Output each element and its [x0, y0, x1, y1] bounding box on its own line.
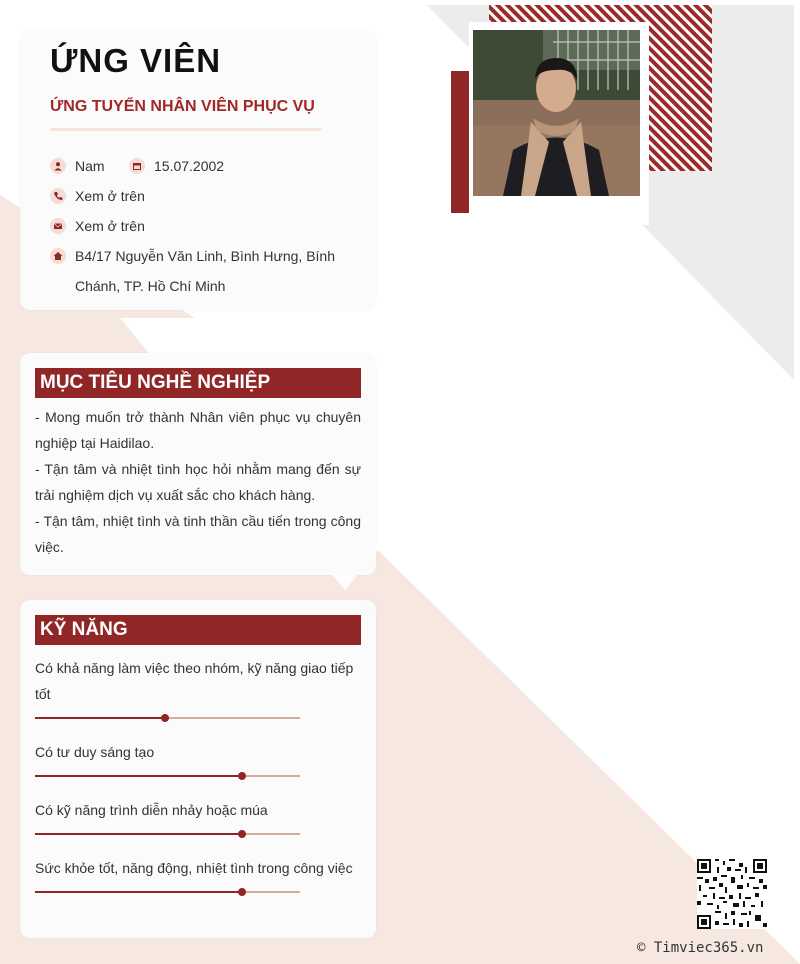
- calendar-icon: [129, 158, 145, 174]
- gender-value: Nam: [75, 158, 105, 174]
- objective-item: - Mong muốn trở thành Nhân viên phục vụ chuyên nghiệp tại Haidilao.: [35, 409, 361, 451]
- address-line-2: Chánh, TP. Hồ Chí Minh: [75, 278, 226, 294]
- skill-name: Có kỹ năng trình diễn nhảy hoặc múa: [35, 802, 268, 818]
- skill-item: [35, 739, 361, 765]
- skill-level-dot: [238, 772, 246, 780]
- skill-level-fill: [35, 717, 165, 719]
- skill-name: Có khả năng làm việc theo nhóm, kỹ năng giao tiếp tốt: [35, 660, 354, 702]
- copyright-text[interactable]: © Timviec365.vn: [637, 940, 764, 956]
- skill-name: Có tư duy sáng tạo: [35, 744, 155, 760]
- envelope-icon: [50, 218, 66, 234]
- candidate-photo: [473, 30, 640, 196]
- skill-level-dot: [238, 888, 246, 896]
- objective-card: [20, 353, 376, 575]
- person-icon: [50, 158, 66, 174]
- skill-item: [35, 655, 361, 707]
- birthday-value: 15.07.2002: [154, 158, 225, 174]
- phone-value[interactable]: Xem ở trên: [75, 188, 145, 204]
- home-icon: [50, 248, 66, 264]
- objective-list: [35, 404, 361, 560]
- skill-level-fill: [35, 833, 242, 835]
- objective-title: MỤC TIÊU NGHỀ NGHIỆP: [35, 368, 361, 398]
- skill-level-bar: [35, 775, 300, 777]
- position-underline: [50, 128, 322, 131]
- header-card: [20, 30, 376, 310]
- phone-icon: [50, 188, 66, 204]
- skill-level-bar: [35, 891, 300, 893]
- skill-item: [35, 797, 361, 823]
- skill-item: [35, 855, 361, 881]
- skill-level-fill: [35, 775, 242, 777]
- skills-card: [20, 600, 376, 938]
- skill-name: Sức khỏe tốt, năng động, nhiệt tình trong công việc: [35, 860, 353, 876]
- objective-item: - Tận tâm, nhiệt tình và tinh thần cầu tiến trong công việc.: [35, 513, 361, 555]
- skill-level-dot: [161, 714, 169, 722]
- qr-code: [697, 859, 767, 929]
- address-line-1: B4/17 Nguyễn Văn Linh, Bình Hưng, Bính: [75, 248, 335, 264]
- skill-level-bar: [35, 717, 300, 719]
- skill-level-dot: [238, 830, 246, 838]
- objective-item: - Tận tâm và nhiệt tình học hỏi nhằm mang đến sự trải nghiệm dịch vụ xuất sắc cho khách hàng.: [35, 461, 361, 503]
- skill-level-bar: [35, 833, 300, 835]
- skill-level-fill: [35, 891, 242, 893]
- email-value[interactable]: Xem ở trên: [75, 218, 145, 234]
- applied-position: ỨNG TUYỂN NHÂN VIÊN PHỤC VỤ: [50, 98, 315, 115]
- candidate-name: ỨNG VIÊN: [50, 42, 222, 79]
- skills-title: KỸ NĂNG: [35, 615, 361, 645]
